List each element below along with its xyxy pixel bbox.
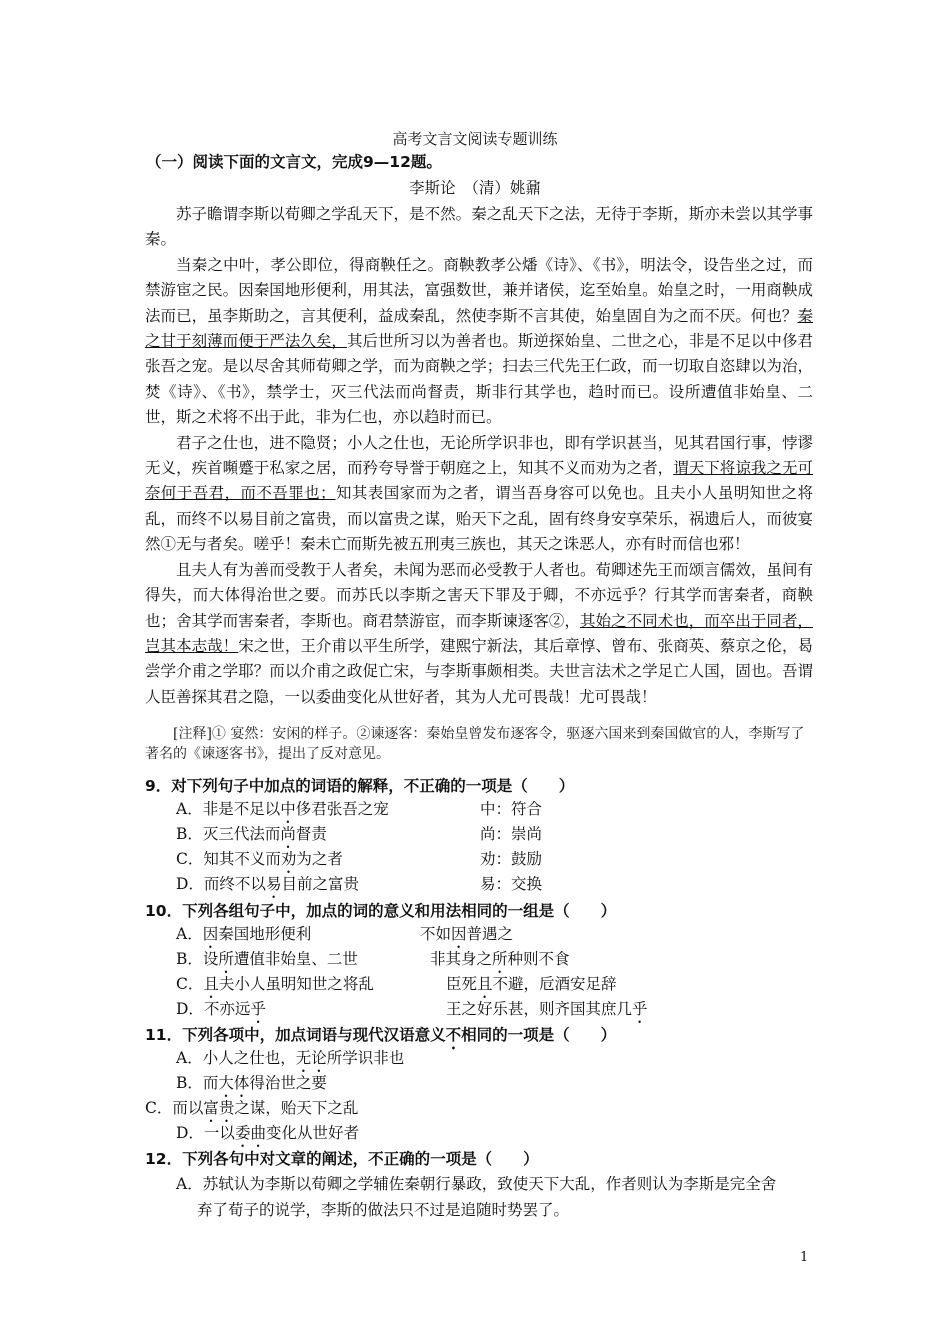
option-text: 不避，卮酒安足辞 [492, 975, 617, 993]
paragraph-4-text-a: 且夫人有为善而受教于人者矣，未闻为恶而必受教于人者也。荀卿述先王而颂言儒效，虽间有得失，而大体得治世之要。而苏氏以李斯之害天下罪及于卿，不亦远乎？行其学而害秦者，商鞅也；舍其学而害秦者，李斯也。商君禁游宦，而李斯谏逐客②， [145, 560, 813, 630]
option-text: D．一以 [176, 1124, 235, 1142]
paragraph-2-text-b: 其后世所习以为善者也。斯逆探始皇、二世之心，非是不足以中侈君张吾之宠。是以尽舍其师荀卿之学，而为商鞅之学；扫去三代先王仁政，而一切取自恣肆以为治，焚《诗》、《书》，禁学士，灭三代法而尚督责，斯非行其学也，趋时而已。设所遭值非始皇、二世，斯之术将不出于此，非为仁也，亦以趋时而已。 [145, 332, 813, 427]
question-9-option-d-answer: 易：交换 [480, 875, 543, 893]
option-text: 种则不食 [507, 950, 570, 968]
question-12-stem: 12．下列各句中对文章的阐述，不正确的一项是（ ） [145, 1150, 539, 1168]
paragraph-3-text-b: 知其表国家而为之者，谓当吾身容可以免也。且夫小人虽明知世之将乱，而终不以易目前之富贵，而以富贵之谋，贻天下之乱，固有终身安享荣乐，祸遗后人，而彼宴然①无与者矣。嗟乎！秦未亡而斯先被五刑夷三族也，其天之诛恶人，亦有时而信也邪！ [145, 484, 813, 554]
underlined-sentence-1: 秦之甘于刻薄而便于严法久矣， [145, 306, 813, 351]
paragraph-2 [145, 253, 813, 431]
option-text: A．非是不足以 [176, 800, 281, 818]
option-text: 为之者 [296, 850, 343, 868]
passage-text [145, 202, 813, 710]
paragraph-3-text-a: 君子之仕也，进不隐贤；小人之仕也，无论所学识非也，即有学识甚当，见其君国行事，悖谬无义，疾首嚬蹙于私家之居，而矜夸导誉于朝庭之上，知其不义而劝为之者， [145, 433, 813, 478]
option-text: B．灭三代法而 [176, 825, 281, 843]
question-9-option-b-answer: 尚：崇尚 [480, 825, 543, 843]
dotted-word: 委曲 [234, 1124, 266, 1142]
dotted-word: 不 [445, 1026, 462, 1044]
dotted-word: 尚 [280, 825, 296, 843]
option-a-line-1: A．苏轼认为李斯以荀卿之学辅佐秦朝行暴政，致使天下大乱，作者则认为李斯是完全舍 [176, 1175, 777, 1193]
section-heading: （一）阅读下面的文言文，完成9—12题。 [146, 153, 442, 171]
dotted-word: 且 [477, 975, 493, 993]
option-text: 之谋，贻天下之乱 [234, 1099, 359, 1117]
question-9-option-d [176, 872, 359, 902]
option-text: 遭值非始皇、二世 [233, 950, 358, 968]
paragraph-4-text-b: 宋之世，王介甫以平生所学，建熙宁新法，其后章惇、曾布、张商英、蔡京之伦，曷尝学介甫之学耶？而以介甫之政促亡宋，与李斯事颇相类。夫世言法术之学足亡人国，固也。吾谓人臣善探其君之隐，一以委曲变化从世好者，其为人尤可畏哉！尤可畏哉！ [145, 636, 813, 706]
option-text: 目前之富贵 [281, 875, 359, 893]
annotation-note [145, 724, 815, 764]
dotted-word: 劝 [280, 850, 297, 868]
option-text: 侈君张吾之宠 [295, 800, 389, 818]
option-text: B．设 [176, 950, 219, 968]
question-12-option-a [176, 1171, 810, 1223]
paragraph-2-text-a: 当秦之中叶，孝公即位，得商鞅任之。商鞅教孝公燔《诗》、《书》，明法令，设告坐之过，而禁游宦之民。因秦国地形便利，用其法，富强数世，兼并诸侯，迄至始皇。始皇之时，一用商鞅成法而已，虽李斯助之，言其便利，益成秦乱，然使李斯不言其使，始皇固自为之而不厌。何也？ [145, 255, 813, 325]
option-text: 臣死 [446, 975, 478, 993]
dotted-word: 无论 [295, 1049, 327, 1067]
annotation-text: [注释]① 宴然：安闲的样子。②谏逐客：秦始皇曾发布逐客令，驱逐六国来到秦国做官的人，李斯写了著名的《谏逐客书》，提出了反对意见。 [145, 726, 805, 762]
underlined-sentence-2: 谓天下将谅我之无可奈何于吾君，而不吾罪也； [145, 459, 813, 503]
option-text: 得治世之要 [249, 1074, 327, 1092]
option-text: 变化从世好者 [265, 1124, 359, 1142]
dotted-word: 富贵 [203, 1099, 235, 1117]
option-text: A． [176, 925, 203, 943]
page-number: 1 [800, 1250, 809, 1265]
dotted-word: 乎 [632, 1000, 648, 1018]
dotted-word: 大体 [218, 1074, 250, 1092]
question-9-option-c-answer: 劝：鼓励 [480, 850, 543, 868]
dotted-word: 乎 [250, 1000, 266, 1018]
dotted-word: 中 [280, 800, 296, 818]
option-text: C． [176, 975, 204, 993]
option-text: 非其身之 [430, 950, 493, 968]
question-9-stem: 9．对下列句子中加点的词语的解释，不正确的一项是（ ） [145, 777, 575, 795]
dotted-word: 因 [202, 925, 219, 943]
option-text: 所学识非也 [326, 1049, 405, 1067]
option-text: 督责 [295, 825, 327, 843]
option-text: 夫小人虽明知世之将乱 [218, 975, 374, 993]
paragraph-1 [145, 202, 813, 253]
option-text: C．而以 [145, 1099, 204, 1117]
option-text: 不如 [420, 925, 452, 943]
option-text: A．小人之仕也， [176, 1049, 296, 1067]
option-text: 王之好乐甚，则齐国其庶几 [446, 1000, 633, 1018]
question-10-stem: 10．下列各组句子中，加点的词的意义和用法相同的一组是（ ） [145, 902, 617, 920]
dotted-word: 易 [265, 875, 282, 893]
dotted-word: 且 [203, 975, 219, 993]
paragraph-4 [145, 558, 813, 710]
stem-text: 11．下列各项中，加点词语与现代汉语意义 [145, 1026, 446, 1044]
dotted-word: 所 [492, 950, 508, 968]
stem-text: 相同的一项是（ ） [461, 1026, 617, 1044]
document-title: 高考文言文阅读专题训练 [392, 130, 558, 148]
paragraph-1-text: 苏子瞻谓李斯以荀卿之学乱天下，是不然。秦之乱天下之法，无待于李斯，斯亦未尝以其学事秦。 [145, 205, 813, 249]
underlined-sentence-3: 其始之不同术也，而卒出于同者，岂其本志哉！ [145, 611, 813, 655]
question-9-option-a-answer: 中：符合 [480, 800, 543, 818]
option-text: 秦国地形便利 [218, 925, 312, 943]
dotted-word: 所 [218, 950, 234, 968]
option-text: B．而 [176, 1074, 219, 1092]
dotted-word: 因 [451, 925, 467, 943]
option-a-line-2: 弃了荀子的说学，李斯的做法只不过是追随时势罢了。 [197, 1201, 570, 1219]
option-text: 普遇之 [466, 925, 514, 943]
option-text: C．知其不义而 [176, 850, 281, 868]
passage-title: 李斯论 （清）姚鼐 [409, 179, 541, 197]
option-text: D．不亦远 [176, 1000, 251, 1018]
option-text: D．而终不以 [176, 875, 266, 893]
paragraph-3 [145, 431, 813, 558]
